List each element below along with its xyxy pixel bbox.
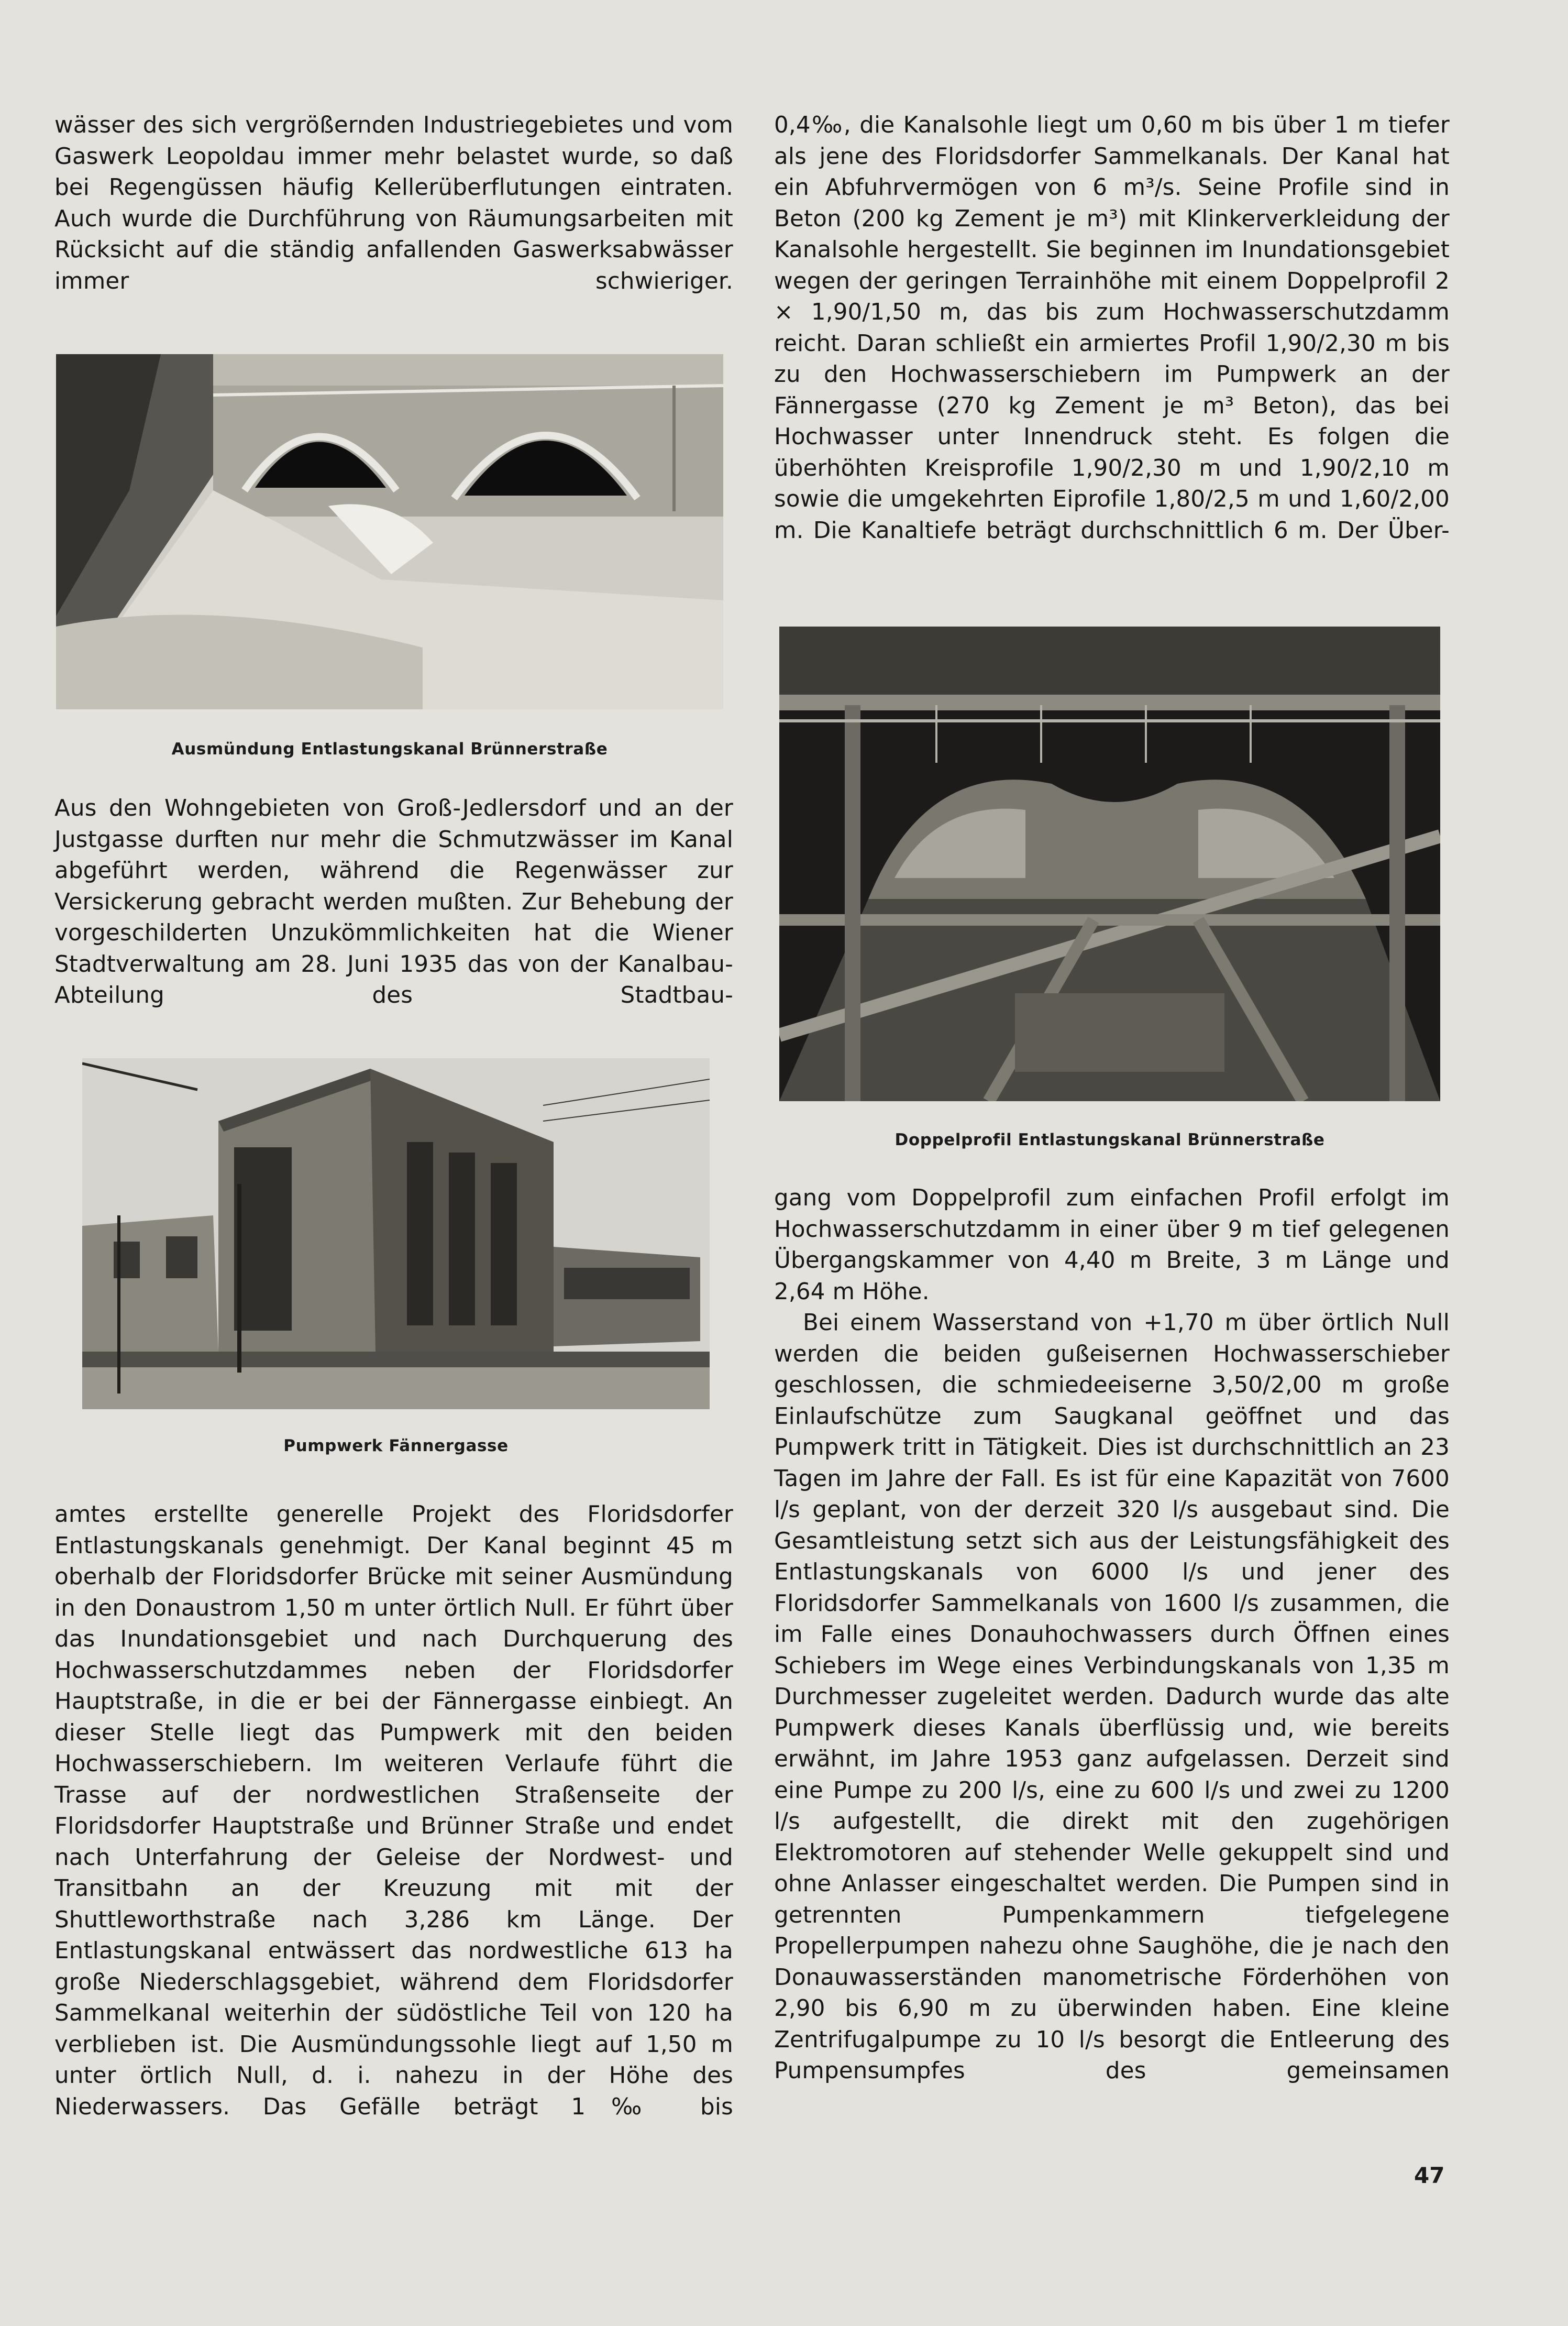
photo-outlet-arches xyxy=(56,354,723,709)
double-profile-illustration xyxy=(779,627,1440,1101)
left-column-bottom xyxy=(54,1499,733,2123)
left-column-top xyxy=(54,110,733,297)
left-column-middle xyxy=(54,793,733,1012)
right-paragraph-3: Bei einem Wasserstand von +1,70 m über örtlich Null werden die beiden gußeisernen Hochwasserschieber geschlossen, die schmiedeeiserne 3,50/2,00 m große Einlaufschütze zum Saugkanal geöffnet und das Pumpwerk tritt in Tätigkeit. Dies ist durchschnittlich an 23 Tagen im Jahre der Fall. Es ist für eine Kapazität von 7600 l/s geplant, von der derzeit 320 l/s ausgebaut sind. Die Gesamtleistung setzt sich aus der Leistungsfähigkeit des Entlastungskanals von 6000 l/s und jener des Floridsdorfer Sammelkanals von 1600 l/s zusammen, die im Falle eines Donauhochwassers durch Öffnen eines Schiebers im Wege eines Verbindungskanals von 1,35 m Durchmesser zugeleitet werden. Dadurch wurde das alte Pumpwerk dieses Kanals überflüssig und, wie bereits erwähnt, im Jahre 1953 ganz aufgelassen. Derzeit sind eine Pumpe zu 200 l/s, eine zu 600 l/s und zwei zu 1200 l/s aufgestellt, die direkt mit den zugehörigen Elektromotoren auf stehender Welle gekuppelt sind und ohne Anlasser eingeschaltet werden. Die Pumpen sind in getrennten Pumpenkammern tiefgelegene Propellerpumpen nahezu ohne Saughöhe, die je nach den Donauwasserständen manometrische Förderhöhen von 2,90 bis 6,90 m zu überwinden haben. Eine kleine Zentrifugalpumpe zu 10 l/s besorgt die Entleerung des Pumpensumpfes des gemeinsamen xyxy=(774,1310,1450,2084)
right-paragraph-2: gang vom Doppelprofil zum einfachen Profil erfolgt im Hochwasserschutzdamm in einer über 9 m tief gelegenen Übergangskammer von 4,40 m Breite, 3 m Länge und 2,64 m Höhe. xyxy=(774,1185,1450,1305)
page-number: 47 xyxy=(1414,2163,1445,2188)
left-paragraph-2: Aus den Wohngebieten von Groß-Jedlersdorf und an der Justgasse durften nur mehr die Schmutzwässer im Kanal abgeführt werden, während die Regenwässer zur Versickerung gebracht werden mußten. Zur Behebung der vorgeschilderten Unzukömmlichkeiten hat die Wiener Stadtverwaltung am 28. Juni 1935 das von der Kanalbau-Abteilung des Stadtbau- xyxy=(54,795,733,1008)
pumping-station-illustration xyxy=(82,1058,710,1409)
outlet-arches-illustration xyxy=(56,354,723,709)
right-paragraph-1: 0,4‰, die Kanalsohle liegt um 0,60 m bis über 1 m tiefer als jene des Floridsdorfer Sammelkanals. Der Kanal hat ein Abfuhrvermögen von 6 m³/s. Seine Profile sind in Beton (200 kg Zement je m³) mit Klinkerverkleidung der Kanalsohle hergestellt. Sie beginnen im Inundationsgebiet wegen der geringen Terrainhöhe mit einem Doppelprofil 2 × 1,90/1,50 m, das bis zum Hochwasserschutzdamm reicht. Daran schließt ein armiertes Profil 1,90/2,30 m bis zu den Hochwasserschiebern im Pumpwerk an der Fännergasse (270 kg Zement je m³ Beton), das bei Hochwasser unter Innendruck steht. Es folgen die überhöhten Kreisprofile 1,90/2,30 m und 1,90/2,10 m sowie die umgekehrten Eiprofile 1,80/2,5 m und 1,60/2,00 m. Die Kanaltiefe beträgt durchschnittlich 6 m. Der Über- xyxy=(774,112,1450,544)
caption-double-profile: Doppelprofil Entlastungskanal Brünnerstraße xyxy=(895,1131,1325,1149)
photo-double-profile xyxy=(779,627,1440,1101)
right-column-bottom xyxy=(774,1183,1450,2087)
right-column-top xyxy=(774,110,1450,546)
caption-outlet: Ausmündung Entlastungskanal Brünnerstraße xyxy=(171,740,608,759)
caption-pumping-station: Pumpwerk Fännergasse xyxy=(283,1436,509,1455)
photo-pumping-station xyxy=(82,1058,710,1409)
left-paragraph-1: wässer des sich vergrößernden Industriegebietes und vom Gaswerk Leopoldau immer mehr belastet wurde, so daß bei Regengüssen häufig Kellerüberflutungen eintraten. Auch wurde die Durchführung von Räumungsarbeiten mit Rücksicht auf die ständig anfallenden Gaswerksabwässer immer schwieriger. xyxy=(54,112,733,294)
left-paragraph-3: amtes erstellte generelle Projekt des Floridsdorfer Entlastungskanals genehmigt. Der Kanal beginnt 45 m oberhalb der Floridsdorfer Brücke mit seiner Ausmündung in den Donaustrom 1,50 m unter örtlich Null. Er führt über das Inundationsgebiet und nach Durchquerung des Hochwasserschutzdammes neben der Floridsdorfer Hauptstraße, in die er bei der Fännergasse einbiegt. An dieser Stelle liegt das Pumpwerk mit den beiden Hochwasserschiebern. Im weiteren Verlaufe führt die Trasse auf der nordwestlichen Straßenseite der Floridsdorfer Hauptstraße und Brünner Straße und endet nach Unterfahrung der Geleise der Nordwest- und Transitbahn an der Kreuzung mit mit der Shuttleworthstraße nach 3,286 km Länge. Der Entlastungskanal entwässert das nordwestliche 613 ha große Niederschlagsgebiet, während dem Floridsdorfer Sammelkanal weiterhin der südöstliche Teil von 120 ha verblieben ist. Die Ausmündungssohle liegt auf 1,50 m unter örtlich Null, d. i. nahezu in der Höhe des Niederwassers. Das Gefälle beträgt 1‰ bis xyxy=(54,1501,733,2120)
